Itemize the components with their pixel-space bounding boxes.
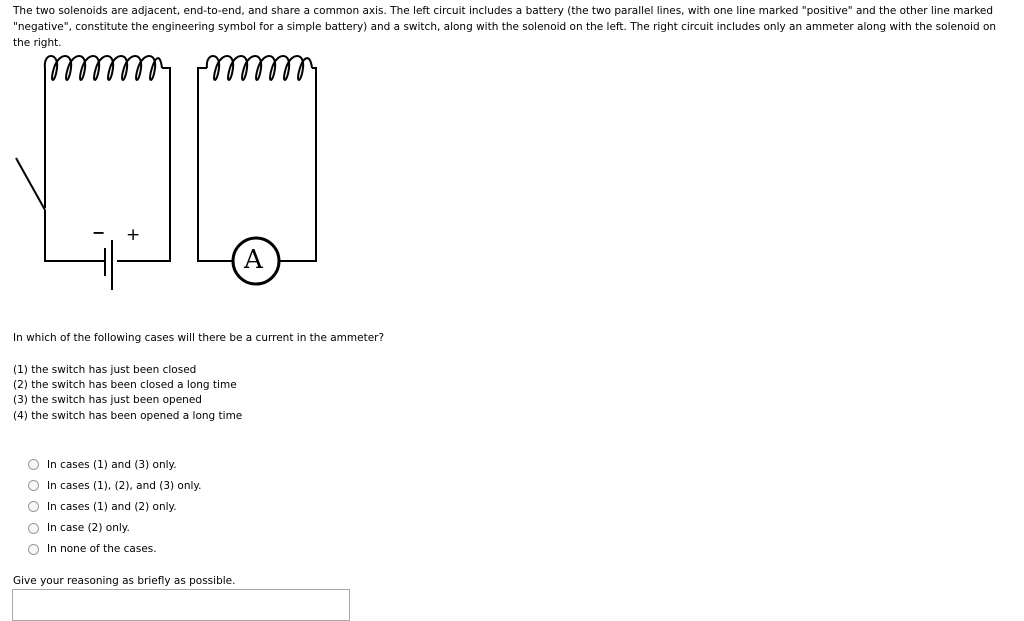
- radio-button[interactable]: [28, 480, 39, 491]
- question-text: In which of the following cases will there be a current in the ammeter?: [13, 332, 385, 344]
- reasoning-label: Give your reasoning as briefly as possible.: [13, 575, 236, 587]
- radio-button[interactable]: [28, 459, 39, 470]
- circuit-diagram: [10, 48, 330, 298]
- answer-option-2[interactable]: [28, 475, 202, 496]
- option-label: In cases (1) and (2) only.: [47, 500, 177, 513]
- radio-button[interactable]: [28, 544, 39, 555]
- switch-lever: [16, 158, 45, 210]
- radio-button[interactable]: [28, 501, 39, 512]
- answer-option-4[interactable]: [28, 518, 202, 539]
- answer-options: [28, 454, 202, 560]
- problem-intro: The two solenoids are adjacent, end-to-end, and share a common axis. The left circuit includes a battery (the two parallel lines, with one line marked "positive" and the other line marked "negative", constitute the engineering symbol for a simple battery) and a switch, along with the solenoid on the left. The right circuit includes only an ammeter along with the solenoid on the right.: [13, 5, 997, 49]
- answer-option-5[interactable]: [28, 539, 202, 560]
- left-circuit-wires: [45, 68, 170, 261]
- option-label: In cases (1) and (3) only.: [47, 458, 177, 471]
- battery-plus-label: +: [126, 225, 141, 245]
- answer-option-3[interactable]: [28, 496, 202, 517]
- case-item: (1) the switch has just been closed: [13, 364, 197, 376]
- cases-list: [13, 363, 242, 424]
- ammeter-label: A: [244, 245, 263, 275]
- case-item: (3) the switch has just been opened: [13, 394, 202, 407]
- battery-minus-label: −: [92, 223, 106, 242]
- option-label: In cases (1), (2), and (3) only.: [47, 479, 202, 492]
- option-label: In none of the cases.: [47, 543, 157, 556]
- option-label: In case (2) only.: [47, 522, 130, 535]
- answer-option-1[interactable]: [28, 454, 202, 475]
- case-item: (4) the switch has been opened a long time: [13, 409, 243, 422]
- radio-button[interactable]: [28, 523, 39, 534]
- case-item: (2) the switch has been closed a long time: [13, 379, 237, 392]
- reasoning-input[interactable]: [12, 589, 350, 621]
- right-circuit-wires: [198, 68, 316, 261]
- battery-symbol: [105, 240, 112, 290]
- left-solenoid: [45, 56, 162, 80]
- right-solenoid: [207, 56, 312, 80]
